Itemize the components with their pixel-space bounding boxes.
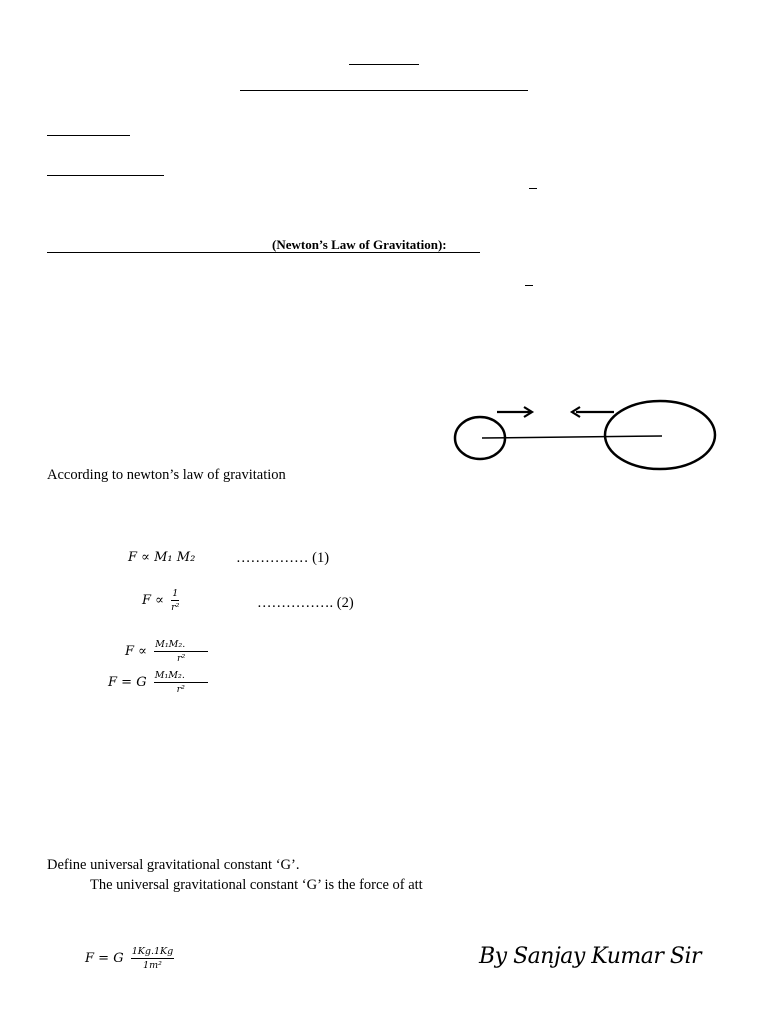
eq3-fraction: [154, 639, 208, 664]
eq3-lhs: F: [125, 644, 135, 659]
eq2-rel: ∝: [155, 593, 164, 608]
final-equation: [85, 946, 174, 971]
eq4-const: G: [136, 675, 147, 690]
final-numerator: 1Kg.1Kg: [131, 946, 174, 957]
equation-4: [108, 670, 208, 695]
eq2-dots: …………….: [257, 595, 334, 611]
right-arrow-icon: [497, 407, 532, 417]
final-const: G: [113, 951, 124, 966]
define-question: Define universal gravitational constant ‘G’.: [47, 857, 300, 873]
eq1-lhs: F: [128, 550, 138, 565]
equation-1: [128, 550, 195, 565]
eq3-numerator: M₁M₂.: [154, 639, 208, 652]
eq4-rel: =: [121, 675, 133, 690]
stray-dash-1: [529, 188, 537, 189]
heading-underline-1: [47, 135, 130, 136]
eq2-denominator: r²: [171, 602, 180, 613]
left-arrow-icon: [572, 407, 614, 417]
eq1-rhs: M₁ M₂: [154, 550, 196, 565]
equation-3: [125, 639, 208, 664]
eq1-label: (1): [312, 550, 330, 566]
small-mass-circle: [455, 417, 505, 459]
final-lhs: F: [85, 951, 95, 966]
eq4-numerator: M₁M₂.: [154, 670, 208, 683]
section-heading: (Newton’s Law of Gravitation):: [272, 237, 447, 252]
stray-dash-2: [525, 285, 533, 286]
eq1-rel: ∝: [141, 550, 150, 565]
large-mass-circle: [605, 401, 715, 469]
title-underline-short: [349, 64, 419, 65]
title-underline-long: [240, 90, 528, 91]
author-signature: By Sanjay Kumar Sir: [479, 944, 702, 969]
final-denominator: 1m²: [143, 960, 162, 971]
eq4-fraction: [154, 670, 208, 695]
define-answer: The universal gravitational constant ‘G’ is the force of att: [90, 877, 423, 893]
distance-line: [482, 436, 662, 438]
eq4-lhs: F: [108, 675, 118, 690]
eq3-denominator: r²: [176, 653, 186, 664]
eq2-number: [257, 595, 354, 612]
eq3-rel: ∝: [138, 644, 147, 659]
final-fraction: [131, 946, 174, 971]
eq2-label: (2): [336, 595, 354, 611]
eq2-numerator: 1: [172, 588, 179, 599]
equation-2: [142, 588, 179, 613]
eq2-lhs: F: [142, 593, 152, 608]
final-rel: =: [98, 951, 110, 966]
eq1-number: [236, 550, 329, 567]
eq4-denominator: r²: [176, 684, 185, 695]
intro-line: According to newton’s law of gravitation: [47, 467, 286, 483]
heading-underline-2: [47, 175, 164, 176]
eq1-dots: ……………: [236, 550, 309, 566]
eq2-fraction: [171, 588, 179, 613]
